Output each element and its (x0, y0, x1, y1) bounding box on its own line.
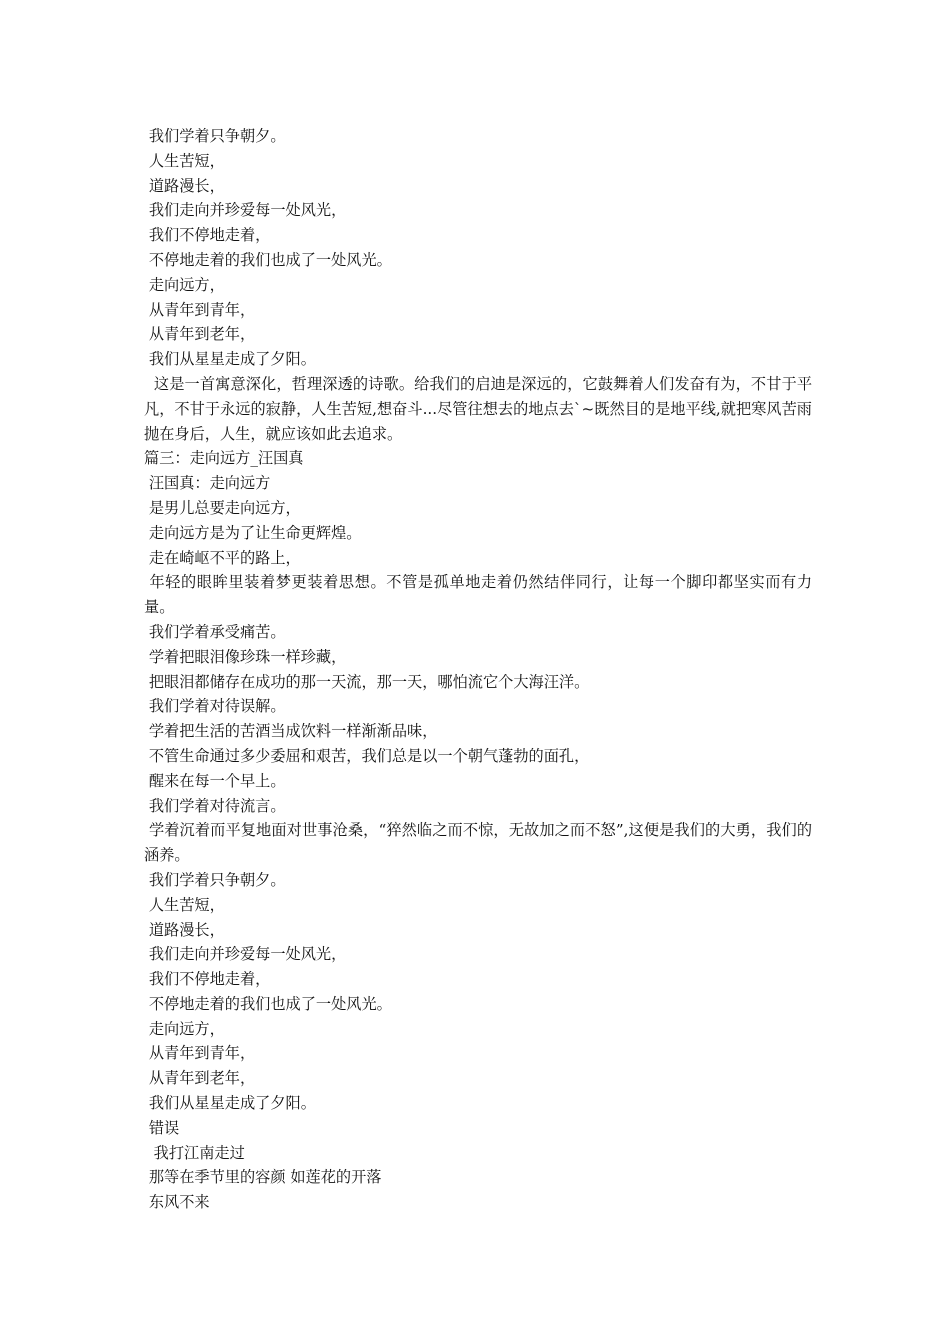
text-line: 人生苦短， (144, 895, 225, 914)
section-heading: 篇三：走向远方_汪国真 (144, 449, 304, 468)
text-line: 我们不停地走着， (144, 226, 271, 245)
text-line: 我们从星星走成了夕阳。 (144, 350, 316, 369)
text-line: 学着把眼泪像珍珠一样珍藏， (144, 647, 347, 666)
text-line: 我们学着只争朝夕。 (144, 127, 286, 145)
text-line: 从青年到老年， (144, 1069, 256, 1088)
poem-title: 汪国真：走向远方 (144, 474, 271, 493)
document-body (144, 124, 812, 1215)
text-line: 从青年到青年， (144, 300, 256, 319)
text-line: 我打江南走过 (144, 1143, 245, 1162)
text-line: 走向远方， (144, 275, 225, 294)
text-line: 不管生命通过多少委屈和艰苦，我们总是以一个朝气蓬勃的面孔， (144, 746, 590, 765)
text-line: 人生苦短， (144, 151, 225, 170)
text-line: 我们学着只争朝夕。 (144, 870, 286, 889)
text-line: 我们从星星走成了夕阳。 (144, 1094, 316, 1113)
text-line: 醒来在每一个早上。 (144, 771, 286, 790)
text-line: 东风不来 (144, 1193, 210, 1212)
commentary-paragraph: 这是一首寓意深化，哲理深透的诗歌。给我们的启迪是深远的，它鼓舞着人们发奋有为，不甘于平凡，不甘于永远的寂静，人生苦短,想奋斗...尽管往想去的地点去`~既然目的是地平线,就把寒风苦雨抛在身后，人生，就应该如此去追求。 (144, 374, 813, 443)
text-line: 不停地走着的我们也成了一处风光。 (144, 994, 392, 1013)
text-line: 把眼泪都储存在成功的那一天流，那一天，哪怕流它个大海汪洋。 (144, 672, 590, 691)
text-line: 道路漫长， (144, 920, 225, 939)
text-line: 我们不停地走着， (144, 970, 271, 989)
text-line: 年轻的眼眸里装着梦更装着思想。不管是孤单地走着仍然结伴同行，让每一个脚印都坚实而有力量。 (144, 573, 813, 617)
text-line: 从青年到老年， (144, 325, 256, 344)
text-line: 走在崎岖不平的路上， (144, 548, 301, 567)
text-line: 我们学着对待流言。 (144, 796, 286, 815)
text-line: 我们学着承受痛苦。 (144, 622, 286, 641)
text-line: 那等在季节里的容颜 如莲花的开落 (144, 1168, 382, 1187)
poem-title: 错误 (144, 1118, 180, 1137)
text-line: 从青年到青年， (144, 1044, 256, 1063)
text-line: 是男儿总要走向远方， (144, 498, 301, 517)
text-line: 走向远方， (144, 1019, 225, 1038)
text-line: 走向远方是为了让生命更辉煌。 (144, 523, 362, 542)
text-line: 我们走向并珍爱每一处风光， (144, 201, 347, 220)
text-line: 我们走向并珍爱每一处风光， (144, 945, 347, 964)
text-line: 学着把生活的苦酒当成饮料一样渐渐品味， (144, 722, 438, 741)
text-line: 不停地走着的我们也成了一处风光。 (144, 250, 392, 269)
text-line: 我们学着对待误解。 (144, 697, 286, 716)
text-line: 学着沉着而平复地面对世事沧桑，“猝然临之而不惊，无故加之而不怒”,这便是我们的大勇，我们的涵养。 (144, 821, 813, 865)
text-line: 道路漫长， (144, 176, 225, 195)
